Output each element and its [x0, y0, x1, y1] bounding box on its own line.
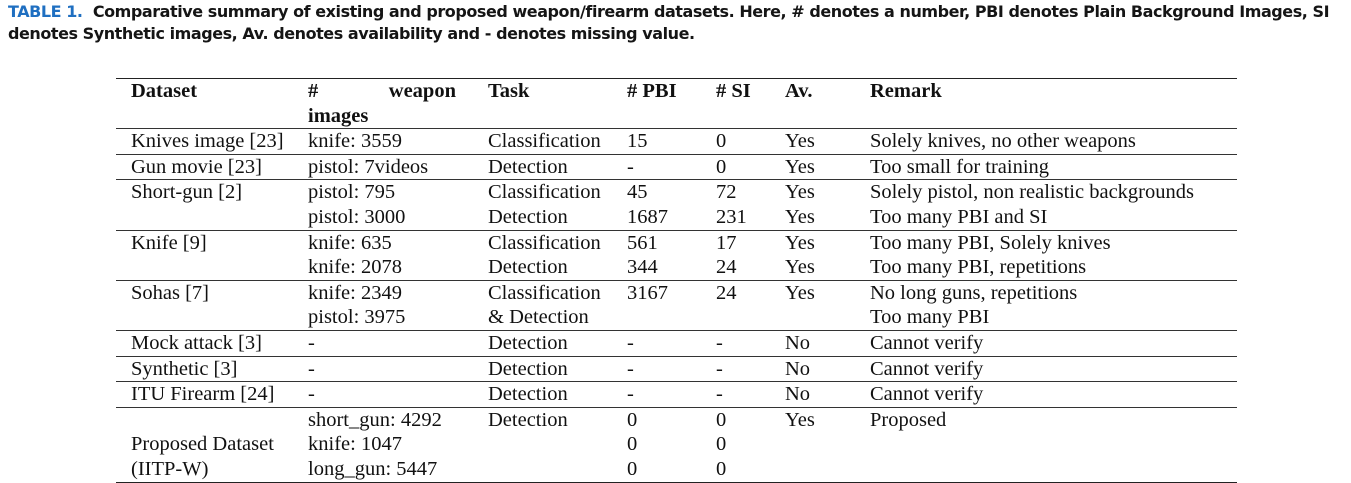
pbi-cell-line: -: [627, 155, 634, 178]
si-cell-line: 17: [716, 231, 737, 254]
si-cell: [716, 330, 785, 356]
task-cell: [488, 382, 627, 408]
si-cell-line: 24: [716, 256, 737, 279]
header-pbi: # PBI: [627, 80, 677, 102]
availability-cell: [785, 230, 870, 255]
header-availability: Av.: [785, 80, 813, 102]
images-cell-line: pistol: 7videos: [308, 155, 429, 178]
remark-cell: [870, 330, 1237, 356]
task-cell: [488, 205, 627, 230]
remark-cell: [870, 154, 1237, 180]
header-weapon-images-line2: images: [308, 104, 369, 127]
task-cell: [488, 407, 627, 482]
task-cell: [488, 255, 627, 280]
task-cell-line: Detection: [488, 357, 568, 380]
pbi-cell-line: 0: [627, 457, 638, 480]
images-cell-line: -: [308, 357, 315, 380]
dataset-cell-line: Proposed Dataset: [131, 433, 274, 456]
si-cell: [716, 154, 785, 180]
table-row: [116, 154, 1237, 180]
dataset-cell: [116, 382, 308, 408]
images-cell: [308, 255, 488, 280]
availability-cell: [785, 407, 870, 482]
images-cell-line: pistol: 3000: [308, 205, 406, 228]
pbi-cell-line: 15: [627, 130, 648, 153]
availability-cell: [785, 356, 870, 382]
task-cell-line: Detection: [488, 155, 568, 178]
images-cell-line: pistol: 3975: [308, 306, 406, 329]
si-cell-line: 72: [716, 181, 737, 204]
remark-cell-line: No long guns, repetitions: [870, 281, 1078, 304]
datasets-table: [116, 78, 1237, 483]
table-row: [116, 330, 1237, 356]
remark-cell-line: Too small for training: [870, 155, 1050, 178]
header-weapon-images: [308, 79, 488, 129]
table-body: [116, 129, 1237, 482]
si-cell: [716, 382, 785, 408]
dataset-cell-line: (IITP-W): [131, 457, 209, 480]
si-cell: [716, 205, 785, 230]
dataset-cell-line: Sohas [7]: [131, 281, 210, 304]
dataset-cell: [116, 407, 308, 482]
remark-cell: [870, 356, 1237, 382]
dataset-cell: [116, 230, 308, 280]
si-cell: [716, 280, 785, 330]
dataset-cell: [116, 154, 308, 180]
remark-cell: [870, 280, 1237, 330]
si-cell-line: 0: [716, 433, 727, 456]
task-cell: [488, 330, 627, 356]
dataset-cell: [116, 280, 308, 330]
task-cell: [488, 154, 627, 180]
table-row: [116, 129, 1237, 155]
availability-cell-line: Yes: [785, 155, 815, 178]
images-cell: [308, 205, 488, 230]
pbi-cell-line: 0: [627, 433, 638, 456]
images-cell: [308, 280, 488, 330]
dataset-cell-line: ITU Firearm [24]: [131, 383, 275, 406]
pbi-cell-line: 344: [627, 256, 658, 279]
pbi-cell-line: 1687: [627, 205, 668, 228]
task-cell-line: Classification: [488, 130, 601, 153]
availability-cell: [785, 255, 870, 280]
remark-cell: [870, 205, 1237, 230]
si-cell-line: -: [716, 357, 723, 380]
pbi-cell: [627, 154, 716, 180]
si-cell-line: -: [716, 331, 723, 354]
pbi-cell: [627, 129, 716, 155]
availability-cell-line: Yes: [785, 408, 815, 431]
availability-cell: [785, 205, 870, 230]
availability-cell-line: No: [785, 331, 811, 354]
task-cell-line: Detection: [488, 383, 568, 406]
images-cell-line: knife: 2078: [308, 256, 402, 279]
si-cell: [716, 180, 785, 205]
pbi-cell: [627, 382, 716, 408]
images-cell-line: long_gun: 5447: [308, 457, 438, 480]
si-cell-line: 0: [716, 408, 727, 431]
pbi-cell: [627, 280, 716, 330]
dataset-cell-line: Knives image [23]: [131, 130, 284, 153]
task-cell: [488, 230, 627, 255]
remark-cell-line: Too many PBI, repetitions: [870, 256, 1087, 279]
task-cell-line: Classification: [488, 231, 601, 254]
si-cell: [716, 230, 785, 255]
pbi-cell: [627, 205, 716, 230]
remark-cell: [870, 180, 1237, 205]
si-cell: [716, 356, 785, 382]
pbi-cell: [627, 330, 716, 356]
header-task: Task: [488, 80, 530, 102]
si-cell-line: -: [716, 383, 723, 406]
header-weapon-images-line1: # weapon: [308, 80, 456, 102]
availability-cell-line: Yes: [785, 130, 815, 153]
si-cell-line: 0: [716, 155, 727, 178]
availability-cell-line: No: [785, 383, 811, 406]
availability-cell-line: No: [785, 357, 811, 380]
pbi-cell-line: 0: [627, 408, 638, 431]
si-cell: [716, 407, 785, 482]
availability-cell: [785, 382, 870, 408]
task-cell-line: Detection: [488, 256, 568, 279]
task-cell-line: & Detection: [488, 306, 589, 329]
remark-cell: [870, 255, 1237, 280]
table-row: [116, 280, 1237, 330]
dataset-cell-line: Gun movie [23]: [131, 155, 262, 178]
dataset-cell: [116, 129, 308, 155]
table-row: [116, 382, 1237, 408]
availability-cell-line: Yes: [785, 231, 815, 254]
dataset-cell-line: Short-gun [2]: [131, 181, 243, 204]
dataset-cell: [116, 330, 308, 356]
si-cell-line: 0: [716, 130, 727, 153]
images-cell: [308, 230, 488, 255]
remark-cell-line: Solely knives, no other weapons: [870, 130, 1136, 153]
dataset-cell-line: Synthetic [3]: [131, 357, 238, 380]
images-cell-line: pistol: 795: [308, 181, 396, 204]
dataset-cell-line: Mock attack [3]: [131, 331, 262, 354]
task-cell-line: Detection: [488, 205, 568, 228]
si-cell-line: 0: [716, 457, 727, 480]
table-row: [116, 180, 1237, 205]
pbi-cell: [627, 230, 716, 255]
table-row: [116, 356, 1237, 382]
table-caption: [8, 1, 1348, 45]
header-remark: Remark: [870, 80, 942, 102]
pbi-cell-line: 561: [627, 231, 658, 254]
pbi-cell-line: -: [627, 331, 634, 354]
images-cell: [308, 356, 488, 382]
remark-cell-line: Too many PBI: [870, 306, 990, 329]
remark-cell: [870, 382, 1237, 408]
images-cell-line: -: [308, 331, 315, 354]
availability-cell-line: Yes: [785, 181, 815, 204]
header-si: # SI: [716, 80, 751, 102]
task-cell: [488, 280, 627, 330]
si-cell-line: 231: [716, 205, 747, 228]
task-cell-line: Detection: [488, 331, 568, 354]
header-dataset: Dataset: [131, 80, 198, 102]
remark-cell-line: Solely pistol, non realistic backgrounds: [870, 181, 1194, 204]
task-cell-line: Detection: [488, 408, 568, 431]
remark-cell: [870, 230, 1237, 255]
dataset-cell-line: Knife [9]: [131, 231, 207, 254]
availability-cell: [785, 330, 870, 356]
remark-cell-line: Cannot verify: [870, 357, 984, 380]
availability-cell-line: Yes: [785, 281, 815, 304]
dataset-cell: [116, 180, 308, 230]
caption-text: Comparative summary of existing and proposed weapon/firearm datasets. Here, # denotes a number, PBI denotes Plain Background Images, SI denotes Synthetic images, Av. denotes availability and - denotes missing value.: [8, 2, 1330, 43]
dataset-cell: [116, 356, 308, 382]
availability-cell-line: Yes: [785, 256, 815, 279]
task-cell: [488, 180, 627, 205]
pbi-cell-line: 3167: [627, 281, 668, 304]
pbi-cell: [627, 407, 716, 482]
pbi-cell-line: -: [627, 357, 634, 380]
remark-cell-line: Too many PBI and SI: [870, 205, 1048, 228]
availability-cell: [785, 129, 870, 155]
task-cell: [488, 356, 627, 382]
table-row: [116, 230, 1237, 255]
table-row-proposed: [116, 407, 1237, 482]
images-cell-line: short_gun: 4292: [308, 408, 442, 431]
task-cell: [488, 129, 627, 155]
remark-cell-line: Cannot verify: [870, 331, 984, 354]
images-cell: [308, 382, 488, 408]
images-cell-line: knife: 1047: [308, 433, 402, 456]
images-cell: [308, 129, 488, 155]
remark-cell: [870, 129, 1237, 155]
images-cell: [308, 180, 488, 205]
images-cell: [308, 154, 488, 180]
pbi-cell-line: -: [627, 383, 634, 406]
pbi-cell: [627, 180, 716, 205]
pbi-cell: [627, 255, 716, 280]
images-cell: [308, 407, 488, 482]
images-cell-line: knife: 635: [308, 231, 392, 254]
pbi-cell: [627, 356, 716, 382]
remark-cell-line: Too many PBI, Solely knives: [870, 231, 1111, 254]
table-label: TABLE 1.: [8, 2, 83, 21]
remark-cell-line: Proposed: [870, 408, 947, 431]
task-cell-line: Classification: [488, 281, 601, 304]
images-cell: [308, 330, 488, 356]
si-cell: [716, 129, 785, 155]
si-cell-line: 24: [716, 281, 737, 304]
table-header-row: [116, 79, 1237, 129]
availability-cell-line: Yes: [785, 205, 815, 228]
images-cell-line: -: [308, 383, 315, 406]
availability-cell: [785, 180, 870, 205]
availability-cell: [785, 154, 870, 180]
images-cell-line: knife: 3559: [308, 130, 402, 153]
pbi-cell-line: 45: [627, 181, 648, 204]
images-cell-line: knife: 2349: [308, 281, 402, 304]
si-cell: [716, 255, 785, 280]
task-cell-line: Classification: [488, 181, 601, 204]
remark-cell: [870, 407, 1237, 482]
availability-cell: [785, 280, 870, 330]
remark-cell-line: Cannot verify: [870, 383, 984, 406]
